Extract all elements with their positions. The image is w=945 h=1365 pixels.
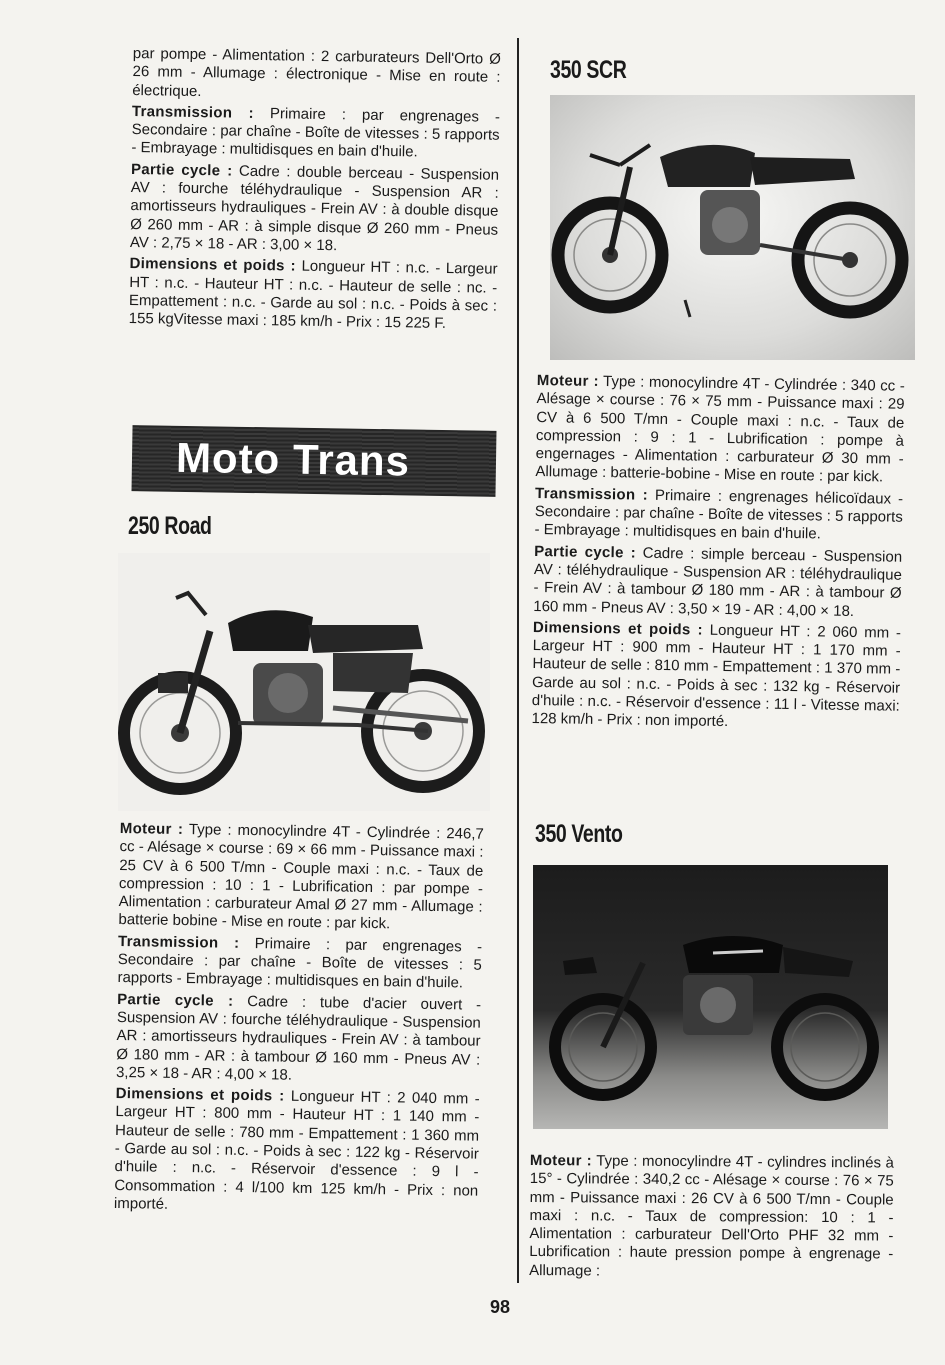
brand-banner [132,425,497,497]
photo-250-road [118,553,490,811]
motorcycle-350-scr-illustration [550,95,915,360]
spec-paragraph: Moteur : Type : monocylindre 4T - cylindres inclinés à 15° - Cylindrée : 340,2 cc - Alésage × course : 76 × 75 mm - Puissance maxi : 26 CV à 6 500 T/mn - Couple maxi : n.c. - Taux de compression: 10 : 1 - Alimentation : carburateur Dell'Orto PHF 32 mm - Lubrification : haute pression pompe à engrenage - Allumage : [529,1152,894,1280]
photo-350-scr [550,95,915,360]
spec-paragraph: Dimensions et poids : Longueur HT : n.c. - Largeur HT : n.c. - Hauteur HT : n.c. - Hauteur de selle : nc. - Empattement : n.c. - Garde au sol : n.c. - Poids à sec : 155 kgVitesse maxi : 185 km/h - Prix : 15 225 F. [128,255,498,333]
model-title-350-scr: 350 SCR [550,56,627,84]
spec-paragraph: Transmission : Primaire : engrenages hélicoïdaux - Secondaire : par chaîne - Boîte de vitesses : 5 rapports - Embrayage : multidisques en bain d'huile. [534,484,904,543]
brand-name: Moto Trans [175,433,411,485]
spec-paragraph: Partie cycle : Cadre : simple berceau - Suspension AV : téléhydraulique - Suspension AR : téléhydraulique - Frein AV : à tambour Ø 180 mm - AR : à tambour Ø 160 mm - Pneus AV : 3,50 × 19 - AR : 4,00 × 18. [533,542,903,620]
model-title-350-vento: 350 Vento [535,820,623,848]
column-divider [517,38,519,1283]
spec-paragraph: Dimensions et poids : Longueur HT : 2 060 mm - Largeur HT : 900 mm - Hauteur HT : 1 170 mm - Hauteur de selle : 810 mm - Empattement : 1 370 mm - Garde au sol : n.c. - Poids à sec : 132 kg - Réservoir d'huile : n.c. - Réservoir d'essence : 11 l - Vitesse maxi: 128 km/h - Prix : non importé. [531,618,902,731]
page-number: 98 [490,1297,511,1317]
spec-paragraph: Partie cycle : Cadre : double berceau - Suspension AV : fourche téléhydraulique - Suspension AR : amortisseurs hydrauliques - Frein AV : à double disque Ø 260 mm - AR : à simple disque Ø 260 mm - Pneus AV : 2,75 × 18 - AR : 3,00 × 18. [129,160,500,255]
motorcycle-350-vento-illustration [533,865,888,1129]
spec-paragraph: Dimensions et poids : Longueur HT : 2 040 mm - Largeur HT : 800 mm - Hauteur HT : 1 140 mm - Hauteur de selle : 780 mm - Empattement : 1 360 mm - Garde au sol : n.c. - Poids à sec : 122 kg - Réservoir d'huile : n.c. - Réservoir d'essence : 9 l - Consommation : 4 l/100 km 125 km/h - Prix : non importé. [113,1085,480,1213]
spec-paragraph: par pompe - Alimentation : 2 carburateurs Dell'Orto Ø 26 mm - Allumage : électronique - Mise en route : électrique. [132,45,501,100]
spec-paragraph: Partie cycle : Cadre : tube d'acier ouvert - Suspension AV : fourche téléhydraulique - Suspension AR : amortisseurs hydrauliques - Frein AV : à tambour Ø 180 mm - AR : à tambour Ø 160 mm - Pneus AV : 3,25 × 18 - AR : 4,00 × 18. [115,990,482,1084]
spec-paragraph: Moteur : Type : monocylindre 4T - Cylindrée : 340 cc - Alésage × course : 76 × 75 mm - Puissance maxi : 29 CV à 6 500 T/mn - Couple maxi : n.c. - Taux de compression : 9 : 1 - Lubrification : pompe à engernages - Alimentation : carburateur Ø 30 mm - Allumage : batterie-bobine - Mise en route : par kick. [535,372,905,486]
specs-350-vento [529,1152,894,1286]
motorcycle-250-road-illustration [118,553,490,811]
specs-350-scr [531,372,905,737]
specs-250-road [114,820,484,1222]
model-title-250-road: 250 Road [128,512,212,540]
spec-paragraph: Transmission : Primaire : par engrenages - Secondaire : par chaîne - Boîte de vitesses : 5 rapports - Embrayage : multidisques en bain d'huile. [117,932,483,992]
spec-paragraph: Moteur : Type : monocylindre 4T - Cylindrée : 246,7 cc - Alésage × course : 69 × 66 mm - Puissance maxi : 25 CV à 6 500 T/mn - Couple maxi : n.c. - Taux de compression : 10 : 1 - Lubrification : par pompe - Alimentation : carburateur Amal Ø 27 mm - Allumage : batterie bobine - Mise en route : par kick. [118,820,484,933]
spec-paragraph: Transmission : Primaire : par engrenages - Secondaire : par chaîne - Boîte de vitesses : 5 rapports - Embrayage : multidisques en bain d'huile. [131,102,501,161]
prev-model-specs [129,45,501,337]
photo-350-vento [533,865,888,1129]
